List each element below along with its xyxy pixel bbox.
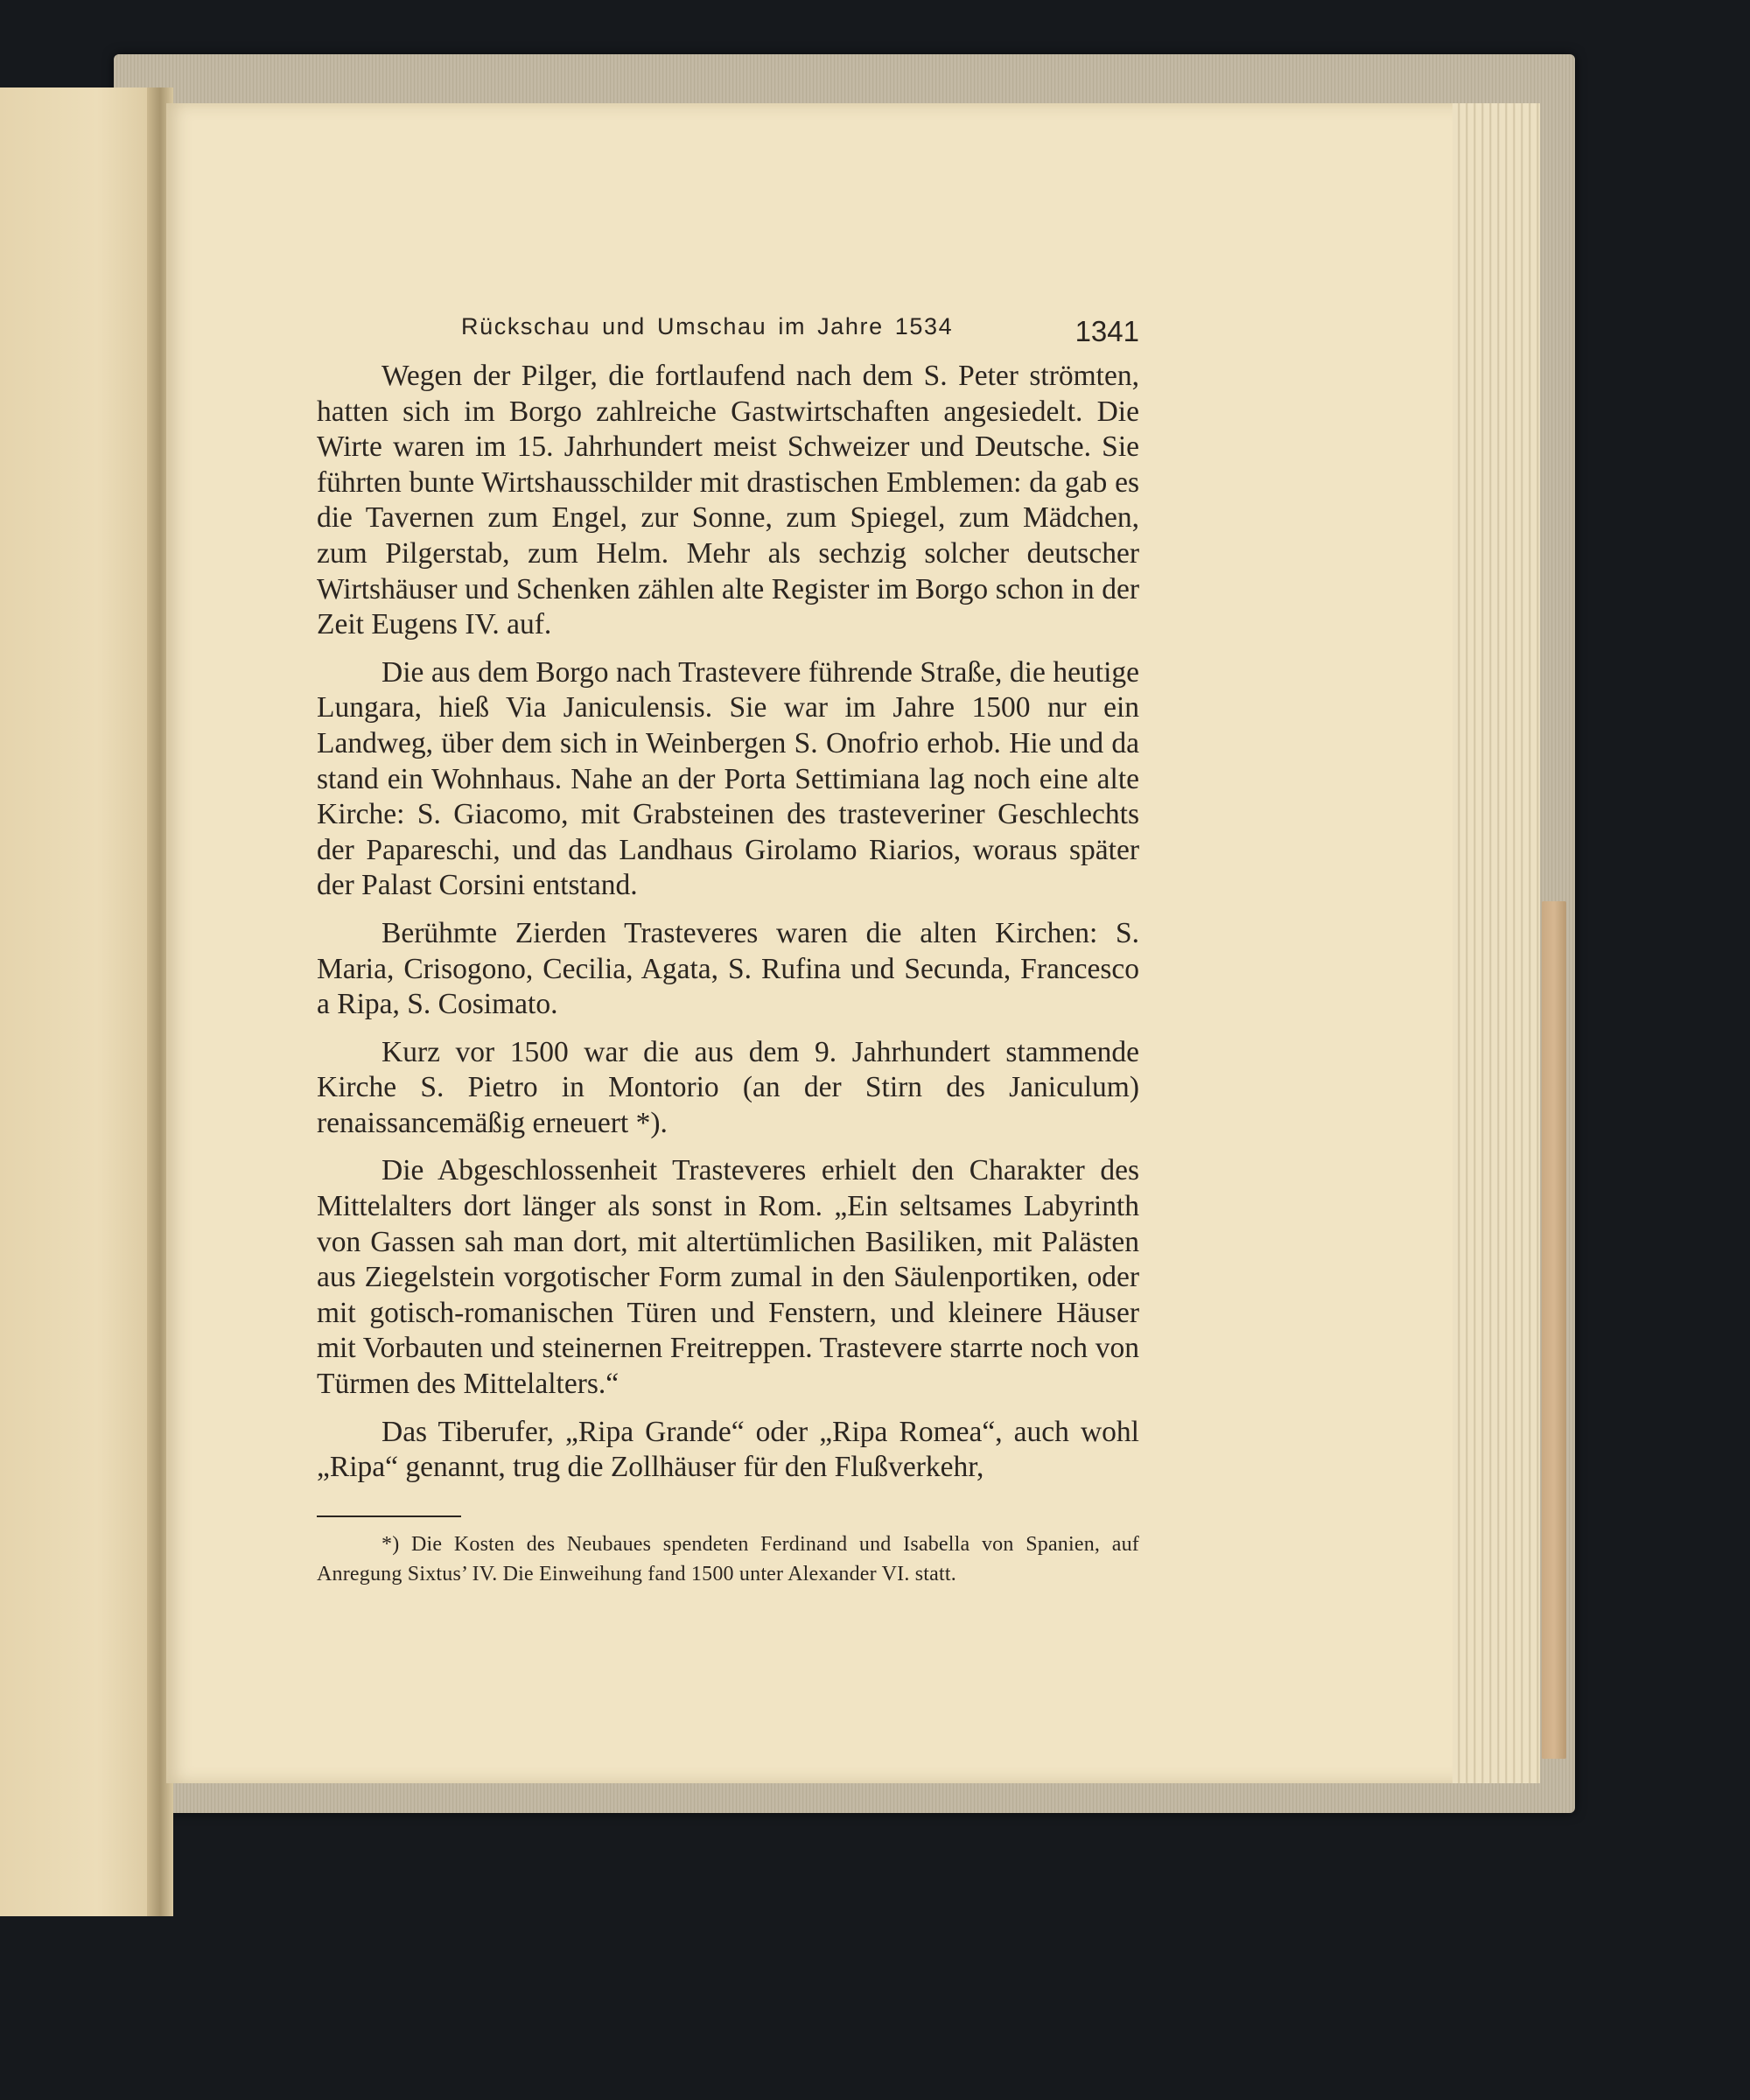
paragraph-3: Berühmte Zierden Trasteveres waren die alten Kirchen: S. Maria, Crisogono, Cecilia, Agata, S. Rufina und Secunda, Francesco a Ripa, S. Cosimato. xyxy=(317,916,1139,1021)
page-number: 1341 xyxy=(1074,315,1139,347)
facing-page xyxy=(0,88,162,1916)
footnote-rule xyxy=(317,1516,461,1517)
footnote: *) Die Kosten des Neubaues spendeten Ferdinand und Isabella von Spanien, auf Anregung Sixtus’ IV. Die Einweihung fand 1500 unter Alexander VI. statt. xyxy=(317,1532,1139,1586)
paragraph-2: Die aus dem Borgo nach Trastevere führende Straße, die heutige Lungara, hieß Via Janiculensis. Sie war im Jahre 1500 nur ein Landweg, über dem sich in Weinbergen S. Onofrio erhob. Hie und da stand ein Wohnhaus. Nahe an der Porta Settimiana lag noch eine alte Kirche: S. Giacomo, mit Grabsteinen des trasteveriner Geschlechts der Papareschi, und das Landhaus Girolamo Riarios, woraus später der Palast Corsini entstand. xyxy=(317,655,1139,902)
running-title: Rückschau und Umschau im Jahre 1534 xyxy=(461,313,954,340)
paragraph-6: Das Tiberufer, „Ripa Grande“ oder „Ripa Romea“, auch wohl „Ripa“ genannt, trug die Zollhäuser für den Flußverkehr, xyxy=(317,1415,1139,1484)
paragraph-1: Wegen der Pilger, die fortlaufend nach dem S. Peter strömten, hatten sich im Borgo zahlreiche Gastwirtschaften angesiedelt. Die Wirte waren im 15. Jahrhundert meist Schweizer und Deutsche. Sie führten bunte Wirtshausschilder mit drastischen Emblemen: da gab es die Tavernen zum Engel, zur Sonne, zum Spiegel, zum Mädchen, zum Pilgerstab, zum Helm. Mehr als sechzig solcher deutscher Wirtshäuser und Schenken zählen alte Register im Borgo schon in der Zeit Eugens IV. auf. xyxy=(317,360,1139,641)
paragraph-4: Kurz vor 1500 war die aus dem 9. Jahrhundert stammende Kirche S. Pietro in Montorio (an der Stirn des Janiculum) renaissancemäßig erneuert *). xyxy=(317,1035,1139,1139)
running-head xyxy=(317,306,1139,359)
text-block xyxy=(317,306,1139,1589)
paragraph-5: Die Abgeschlossenheit Trasteveres erhielt den Charakter des Mittelalters dort länger als sonst in Rom. „Ein seltsames Labyrinth von Gassen sah man dort, mit altertümlichen Basiliken, mit Palästen aus Ziegelstein vorgotischer Form zumal in den Säulenportiken, oder mit gotisch-romanischen Türen und Fenstern, und kleinere Häuser mit Vorbauten und steinernen Freitreppen. Trastevere starrte noch von Türmen des Mittelalters.“ xyxy=(317,1154,1139,1401)
page-edges xyxy=(1452,103,1540,1783)
bookmark-ribbon xyxy=(1542,901,1566,1759)
